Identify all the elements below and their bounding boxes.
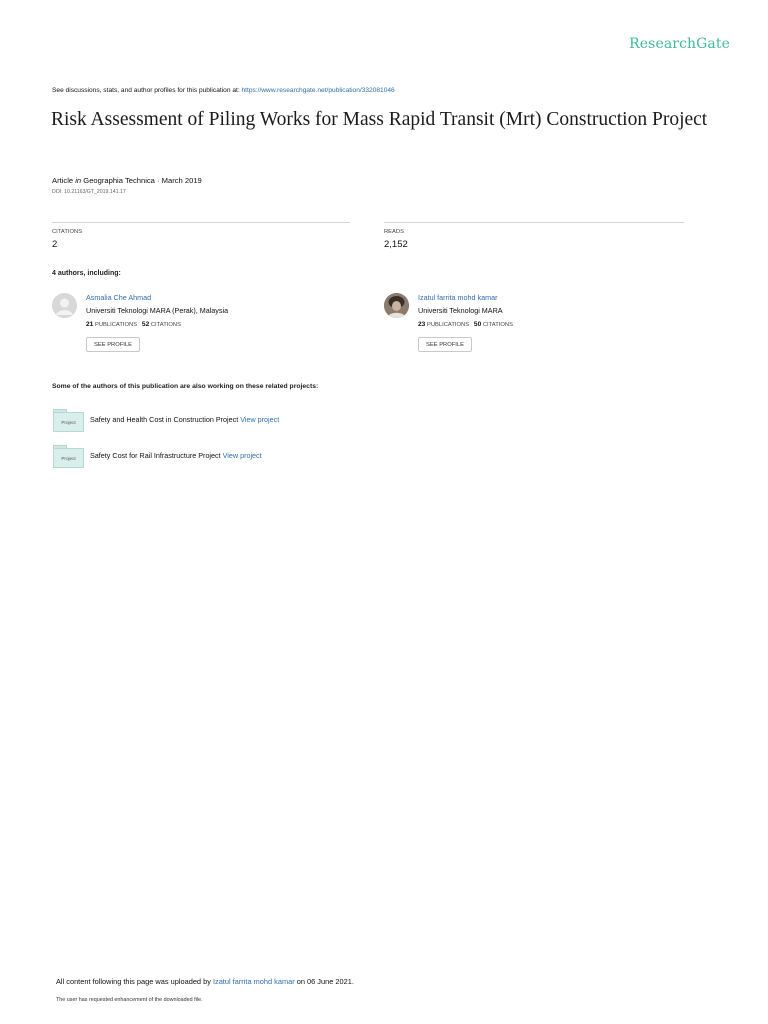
reads-value: 2,152	[384, 239, 408, 250]
article-type: Article	[52, 176, 74, 185]
author-citations-label-1: CITATIONS	[150, 322, 181, 328]
upload-prefix: All content following this page was uploaded by	[56, 977, 213, 986]
date-separator: ·	[154, 176, 162, 185]
project-folder-icon	[53, 409, 83, 431]
author-publications-count-2: 23	[418, 321, 426, 328]
uploader-link[interactable]: Izatul farrita mohd kamar	[212, 977, 295, 986]
project-folder-label: Project	[53, 412, 84, 432]
author-stats-2	[418, 321, 513, 328]
photo-avatar[interactable]	[384, 293, 409, 318]
project-name-2: Safety Cost for Rail Infrastructure Project	[90, 451, 221, 460]
citations-value: 2	[52, 239, 58, 250]
view-project-link-1[interactable]: View project	[240, 415, 280, 424]
project-item-1	[90, 415, 279, 424]
author-citations-label-2: CITATIONS	[482, 322, 513, 328]
author-name-2[interactable]: Izatul farrita mohd kamar	[418, 293, 498, 302]
in-word: in	[75, 176, 82, 185]
author-publications-label-1: PUBLICATIONS	[94, 322, 138, 328]
project-item-2	[90, 451, 262, 460]
author-institution-2: Universiti Teknologi MARA	[418, 306, 503, 315]
author-citations-count-1: 52	[141, 321, 150, 328]
divider-left	[52, 222, 350, 223]
citations-label: CITATIONS	[52, 229, 83, 235]
enhancement-note: The user has requested enhancement of the downloaded file.	[56, 997, 203, 1003]
view-project-link-2[interactable]: View project	[222, 451, 262, 460]
see-profile-button-1[interactable]: SEE PROFILE	[86, 337, 140, 352]
author-publications-count-1: 21	[86, 321, 94, 328]
discussion-prefix: See discussions, stats, and author profiles for this publication at:	[52, 87, 242, 94]
author-publications-label-2: PUBLICATIONS	[426, 322, 470, 328]
publication-date: March 2019	[161, 176, 202, 185]
author-name-1[interactable]: Asmalia Che Ahmad	[86, 293, 152, 302]
publication-url-link[interactable]: https://www.researchgate.net/publication/332081046	[241, 87, 395, 94]
paper-title: Risk Assessment of Piling Works for Mass Rapid Transit (Mrt) Construction Project	[51, 109, 708, 130]
related-projects-heading: Some of the authors of this publication are also working on these related projects:	[52, 383, 319, 390]
upload-suffix: on 06 June 2021.	[294, 977, 354, 986]
author-citations-count-2: 50	[473, 321, 482, 328]
paper-meta	[52, 176, 202, 185]
placeholder-avatar-icon[interactable]	[52, 293, 77, 318]
doi: DOI: 10.21163/GT_2019.141.17	[52, 189, 126, 195]
author-institution-1: Universiti Teknologi MARA (Perak), Malaysia	[86, 306, 229, 315]
see-profile-button-2[interactable]: SEE PROFILE	[418, 337, 472, 352]
project-folder-label: Project	[53, 448, 84, 468]
project-name-1: Safety and Health Cost in Construction Project	[90, 415, 239, 424]
authors-heading: 4 authors, including:	[52, 270, 121, 277]
project-folder-icon	[53, 445, 83, 467]
upload-notice	[56, 977, 354, 986]
divider-right	[384, 222, 684, 223]
researchgate-logo[interactable]: ResearchGate	[629, 36, 730, 52]
discussion-line	[52, 87, 395, 94]
journal-name: Geographia Technica	[83, 176, 155, 185]
author-stats-1	[86, 321, 181, 328]
reads-label: READS	[384, 229, 404, 235]
